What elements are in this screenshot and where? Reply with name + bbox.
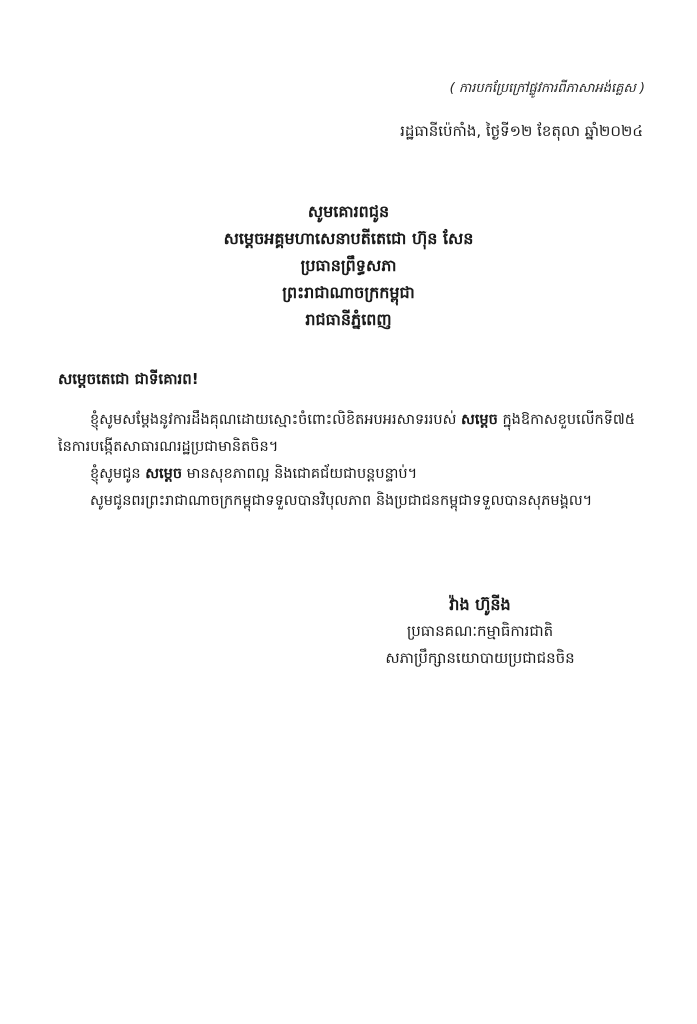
place-and-date: រដ្ឋធានីប៉េកាំង, ថ្ងៃទី១២ ខែតុលា ឆ្នាំ២០២៤ <box>400 122 643 140</box>
signatory-name: វ៉ាង ហ៊ូនីង <box>449 595 511 614</box>
body-paragraph-1-start: ខ្ញុំសូមសម្តែងនូវការដឹងគុណដោយស្មោះចំពោះលិខិតអបអរសាទររបស់ <box>90 412 462 428</box>
salutation: សម្តេចតេជោ ជាទីគោរព! <box>58 370 199 388</box>
signatory-title-1: ប្រធានគណៈកម្មាធិការជាតិ <box>406 622 554 640</box>
signature-block <box>340 592 620 672</box>
recipient-name: សម្តេចអគ្គមហាសេនាបតីតេជោ ហ៊ុន សែន <box>223 229 474 248</box>
letter-body <box>58 407 648 515</box>
body-paragraph-1-end: ក្នុងឱកាសខួបលើកទី៧៥ នៃការបង្កើតសាធារណរដ្ឋប្រជាមានិតចិន។ <box>58 412 636 455</box>
recipient-city: រាជធានីភ្នំពេញ <box>305 310 392 329</box>
translation-note: ( ការបកប្រែក្រៅផ្លូវការពីភាសាអង់គ្លេស ) <box>449 81 645 96</box>
recipient-title: ប្រធានព្រឹទ្ធសភា <box>300 256 397 275</box>
body-paragraph-1 <box>58 407 648 461</box>
body-paragraph-2-end: មានសុខភាពល្អ និងជោគជ័យជាបន្តបន្ទាប់។ <box>182 466 418 482</box>
recipient-country: ព្រះរាជាណាចក្រកម្ពុជា <box>282 283 415 302</box>
body-paragraph-1-emphasis: សម្តេច <box>461 412 498 428</box>
body-paragraph-2-start: ខ្ញុំសូមជូន <box>90 466 146 482</box>
address-greeting: សូមគោរពជូន <box>307 202 390 221</box>
signatory-title-2: សភាប្រឹក្សានយោបាយប្រជាជនចិន <box>385 649 575 667</box>
body-paragraph-2-emphasis: សម្តេច <box>145 466 183 482</box>
recipient-address-block <box>0 198 697 333</box>
body-paragraph-3: សូមជូនពរព្រះរាជាណាចក្រកម្ពុជាទទួលបានវិបុលភាព និងប្រជាជនកម្ពុជាទទួលបានសុភមង្គល។ <box>90 493 593 509</box>
body-paragraph-2 <box>58 461 648 488</box>
